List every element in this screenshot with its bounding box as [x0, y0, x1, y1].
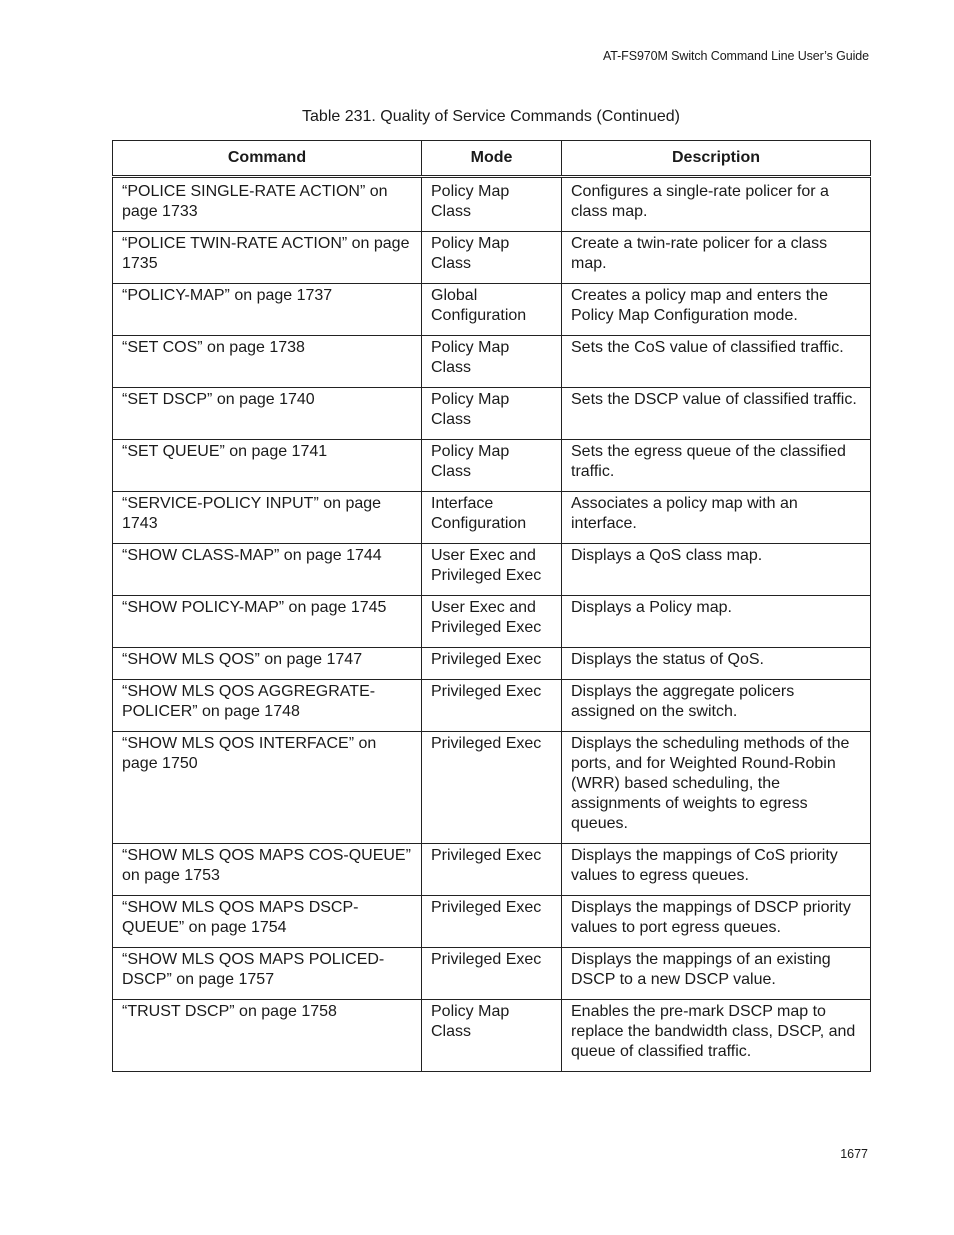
table-row [113, 388, 871, 440]
table-head [113, 141, 871, 177]
qos-commands-table [112, 140, 871, 1072]
description-cell: Associates a policy map with an interface. [562, 492, 871, 544]
mode-cell: Interface Configuration [422, 492, 562, 544]
command-cell[interactable]: “SHOW MLS QOS” on page 1747 [113, 648, 422, 680]
table-row [113, 440, 871, 492]
table-row [113, 732, 871, 844]
command-cell[interactable]: “SHOW CLASS-MAP” on page 1744 [113, 544, 422, 596]
column-header-mode: Mode [422, 141, 562, 177]
mode-cell: Privileged Exec [422, 680, 562, 732]
header-row [113, 141, 871, 177]
table-row [113, 680, 871, 732]
mode-cell: Privileged Exec [422, 896, 562, 948]
command-cell[interactable]: “SERVICE-POLICY INPUT” on page 1743 [113, 492, 422, 544]
description-cell: Displays the mappings of DSCP priority values to port egress queues. [562, 896, 871, 948]
running-header: AT-FS970M Switch Command Line User’s Guide [602, 49, 869, 63]
table-row [113, 336, 871, 388]
description-cell: Displays the status of QoS. [562, 648, 871, 680]
command-cell[interactable]: “POLICE SINGLE-RATE ACTION” on page 1733 [113, 177, 422, 232]
mode-cell: Policy Map Class [422, 336, 562, 388]
command-cell[interactable]: “TRUST DSCP” on page 1758 [113, 1000, 422, 1072]
description-cell: Displays the scheduling methods of the ports, and for Weighted Round-Robin (WRR) based scheduling, the assignments of weights to egress queues. [562, 732, 871, 844]
column-header-command: Command [113, 141, 422, 177]
table-row [113, 596, 871, 648]
mode-cell: User Exec and Privileged Exec [422, 544, 562, 596]
description-cell: Create a twin-rate policer for a class map. [562, 232, 871, 284]
table-body [113, 177, 871, 1072]
table-caption: Table 231. Quality of Service Commands (Continued) [302, 108, 680, 125]
description-cell: Sets the DSCP value of classified traffic. [562, 388, 871, 440]
table-row [113, 232, 871, 284]
command-cell[interactable]: “SHOW MLS QOS MAPS DSCP-QUEUE” on page 1754 [113, 896, 422, 948]
command-cell[interactable]: “POLICE TWIN-RATE ACTION” on page 1735 [113, 232, 422, 284]
mode-cell: Policy Map Class [422, 177, 562, 232]
table-row [113, 177, 871, 232]
command-cell[interactable]: “SET QUEUE” on page 1741 [113, 440, 422, 492]
mode-cell: Privileged Exec [422, 732, 562, 844]
command-cell[interactable]: “SHOW MLS QOS INTERFACE” on page 1750 [113, 732, 422, 844]
mode-cell: Policy Map Class [422, 232, 562, 284]
description-cell: Displays the mappings of an existing DSCP to a new DSCP value. [562, 948, 871, 1000]
description-cell: Configures a single-rate policer for a class map. [562, 177, 871, 232]
table-row [113, 1000, 871, 1072]
command-cell[interactable]: “SET COS” on page 1738 [113, 336, 422, 388]
command-cell[interactable]: “SHOW MLS QOS AGGREGRATE-POLICER” on page 1748 [113, 680, 422, 732]
description-cell: Displays a Policy map. [562, 596, 871, 648]
description-cell: Enables the pre-mark DSCP map to replace the bandwidth class, DSCP, and queue of classified traffic. [562, 1000, 871, 1072]
command-cell[interactable]: “SHOW MLS QOS MAPS COS-QUEUE” on page 1753 [113, 844, 422, 896]
table-row [113, 844, 871, 896]
description-cell: Creates a policy map and enters the Policy Map Configuration mode. [562, 284, 871, 336]
mode-cell: Policy Map Class [422, 388, 562, 440]
mode-cell: Privileged Exec [422, 648, 562, 680]
mode-cell: Privileged Exec [422, 844, 562, 896]
description-cell: Sets the egress queue of the classified traffic. [562, 440, 871, 492]
table-row [113, 896, 871, 948]
command-cell[interactable]: “SHOW MLS QOS MAPS POLICED-DSCP” on page 1757 [113, 948, 422, 1000]
description-cell: Displays the aggregate policers assigned on the switch. [562, 680, 871, 732]
table-row [113, 544, 871, 596]
command-cell[interactable]: “SET DSCP” on page 1740 [113, 388, 422, 440]
mode-cell: Policy Map Class [422, 1000, 562, 1072]
command-cell[interactable]: “POLICY-MAP” on page 1737 [113, 284, 422, 336]
mode-cell: Global Configuration [422, 284, 562, 336]
mode-cell: Privileged Exec [422, 948, 562, 1000]
table-row [113, 948, 871, 1000]
table-row [113, 492, 871, 544]
page-number: 1677 [840, 1147, 868, 1161]
column-header-description: Description [562, 141, 871, 177]
command-cell[interactable]: “SHOW POLICY-MAP” on page 1745 [113, 596, 422, 648]
description-cell: Displays the mappings of CoS priority values to egress queues. [562, 844, 871, 896]
table-row [113, 648, 871, 680]
description-cell: Sets the CoS value of classified traffic. [562, 336, 871, 388]
mode-cell: Policy Map Class [422, 440, 562, 492]
mode-cell: User Exec and Privileged Exec [422, 596, 562, 648]
description-cell: Displays a QoS class map. [562, 544, 871, 596]
table-row [113, 284, 871, 336]
